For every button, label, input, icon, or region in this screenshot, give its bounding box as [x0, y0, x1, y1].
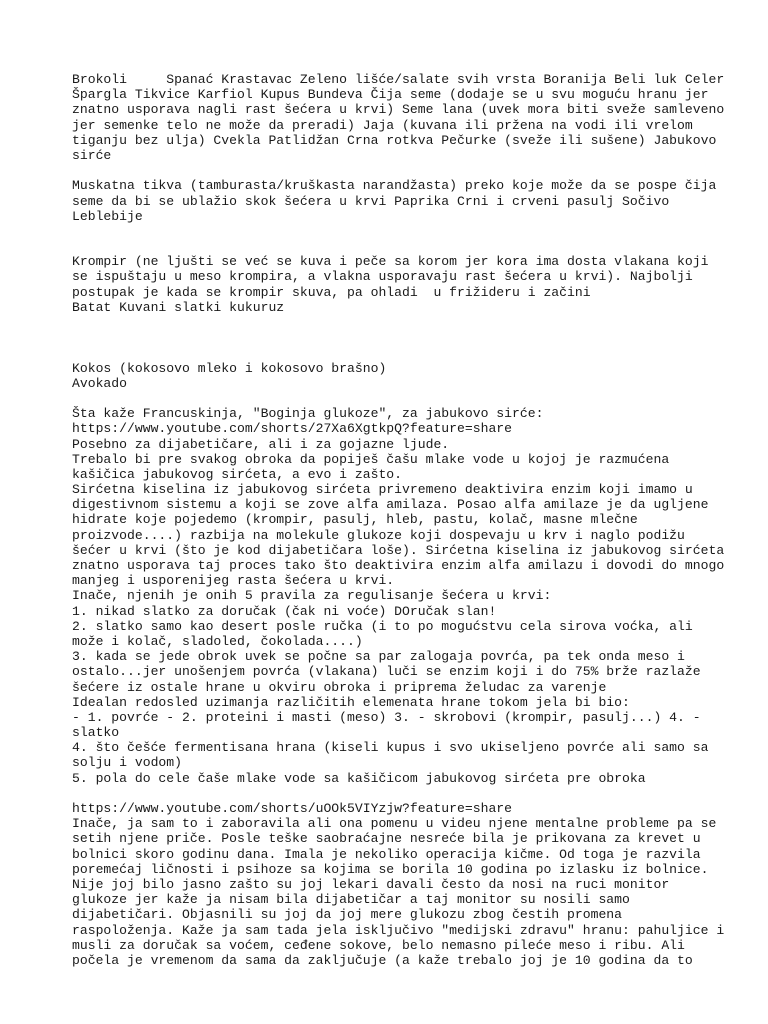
text-line: Kokos (kokosovo mleko i kokosovo brašno) — [72, 360, 387, 376]
text-line: Trebalo bi pre svakog obroka da popiješ čašu mlake vode u kojoj je razmućena — [72, 451, 670, 467]
text-line: se ispuštaju u meso krompira, a vlakna usporavaju rast šećera u krvi). Najbolji — [72, 269, 693, 285]
text-line: kašičica jabukovog sirćeta, a evo i zašto. — [72, 466, 403, 482]
list-item: 2. slatko samo kao desert posle ručka (i to po mogućstvu cela sirova voćka, ali — [72, 618, 693, 634]
text-line: Brokoli Spanać Krastavac Zeleno lišće/salate svih vrsta Boranija Beli luk Celer — [72, 72, 725, 87]
text-line: Leblebije — [72, 208, 143, 224]
text-line: poremećaj ličnosti i psihoze sa kojima se borila 10 godina po izlasku iz bolnice. — [72, 861, 709, 877]
text-line: tiganju bez ulja) Cvekla Patlidžan Crna rotkva Pečurke (sveže ili sušene) Jabukovo — [72, 132, 717, 148]
text-line: raspoloženja. Kaže ja sam tada jela isključivo "medijski zdravu" hranu: pahuljice i — [72, 922, 725, 938]
text-line: Krompir (ne ljušti se već se kuva i peče sa korom jer kora ima dosta vlakana koji — [72, 254, 709, 270]
list-item: - 1. povrće - 2. proteini i masti (meso) 3. - skrobovi (krompir, pasulj...) 4. - — [72, 709, 701, 725]
text-line: glukoze jer kaže ja nisam bila dijabetičar a taj monitor su nosili samo — [72, 892, 630, 908]
blank-line — [72, 163, 712, 178]
text-line: znatno usporava taj proces tako što deaktivira enzim alfa amilazu i dovodi do mnogo — [72, 558, 725, 573]
text-line: znatno usporava nagli rast šećera u krvi) Seme lana (uvek mora biti sveže samleveno — [72, 102, 725, 118]
url-line: https://www.youtube.com/shorts/uOOk5VIYzjw?feature=share — [72, 801, 513, 816]
text-line: Inače, ja sam to i zaboravila ali ona pomenu u videu njene mentalne probleme pa se — [72, 816, 717, 832]
text-line: Špargla Tikvice Karfiol Kupus Bundeva Čija seme (dodaje se u svu moguću hranu jer — [72, 87, 709, 103]
text-line: Sirćetna kiselina iz jabukovog sirćeta privremeno deaktivira enzim koji imamo u — [72, 482, 693, 498]
blank-line — [72, 345, 712, 360]
text-line: može i kolač, sladoled, čokolada....) — [72, 633, 363, 649]
blank-line — [72, 786, 712, 801]
text-line: Batat Kuvani slatki kukuruz — [72, 299, 285, 315]
list-item: 5. pola do cele čaše mlake vode sa kašičicom jabukovog sirćeta pre obroka — [72, 770, 646, 786]
text-line: ostalo...jer unošenjem povrća (vlakana) luči se enzim koji i do 75% brže razlaže — [72, 664, 701, 680]
blank-line — [72, 224, 712, 239]
text-line: jer semenke telo ne može da preradi) Jaja (kuvana ili pržena na vodi ili vrelom — [72, 117, 693, 133]
text-line: Posebno za dijabetičare, ali i za gojazne ljude. — [72, 436, 450, 452]
text-line: sirće — [72, 147, 112, 163]
text-line — [72, 968, 712, 983]
text-line: šećere iz ostale hrane u okviru obroka i priprema želudac za varenje — [72, 679, 607, 695]
list-item: 4. što češće fermentisana hrana (kiseli kupus i svo ukiseljeno povrće ali samo sa — [72, 740, 709, 756]
text-line: bolnici skoro godinu dana. Imala je nekoliko operacija kičme. Od toga je razvila — [72, 846, 701, 862]
text-line: Nije joj bilo jasno zašto su joj lekari davali često da nosi na ruci monitor — [72, 876, 670, 892]
text-line: manjeg i usporenijeg rasta šećera u krvi. — [72, 573, 395, 589]
text-line: Šta kaže Francuskinja, "Boginja glukoze", za jabukovo sirće: — [72, 406, 544, 422]
blank-line — [72, 330, 712, 345]
list-item: 1. nikad slatko za doručak (čak ni voće) DOručak slan! — [72, 603, 497, 619]
blank-line — [72, 239, 712, 254]
text-line: šećer u krvi (što je kod dijabetičara loše). Sirćetna kiselina iz jabukovog sirćeta — [72, 542, 725, 558]
text-line: setih njene priče. Posle teške saobraćajne nesreće bila je prikovana za krevet u — [72, 831, 701, 847]
text-line: dijabetičari. Objasnili su joj da joj mere glukozu zbog čestih promena — [72, 907, 623, 923]
text-line: hidrate koje pojedemo (krompir, pasulj, hleb, pastu, kolač, masne mlečne — [72, 512, 638, 528]
text-line: musli za doručak sa voćem, ceđene sokove, belo nemasno pileće meso i ribu. Ali — [72, 937, 685, 953]
blank-line — [72, 315, 712, 330]
text-line: slatko — [72, 725, 120, 741]
text-line: proizvode....) razbija na molekule glukoze koji dospevaju u krv i naglo podižu — [72, 527, 685, 543]
text-line: Idealan redosled uzimanja različitih elemenata hrane tokom jela bi bio: — [72, 694, 630, 710]
text-line: solju i vodom) — [72, 755, 183, 771]
document-page — [72, 72, 725, 983]
text-line: postupak je kada se krompir skuva, pa ohladi u frižideru i začini — [72, 284, 591, 300]
blank-line — [72, 391, 712, 406]
text-line: seme da bi se ublažio skok šećera u krvi Paprika Crni i crveni pasulj Sočivo — [72, 193, 670, 209]
text-line: Avokado — [72, 375, 128, 391]
text-line: Muskatna tikva (tamburasta/kruškasta narandžasta) preko koje može da se pospe čija — [72, 178, 717, 194]
text-line: Inače, njenih je onih 5 pravila za regulisanje šećera u krvi: — [72, 588, 552, 604]
text-line: digestivnom sistemu a koji se zove alfa amilaza. Posao alfa amilaze je da ugljene — [72, 497, 709, 513]
list-item: 3. kada se jede obrok uvek se počne sa par zalogaja povrća, pa tek onda meso i — [72, 649, 685, 665]
text-line: počela je vremenom da sama da zaključuje (a kaže trebalo joj je 10 godina da to — [72, 952, 693, 968]
url-line: https://www.youtube.com/shorts/27Xa6XgtkpQ?feature=share — [72, 421, 513, 437]
